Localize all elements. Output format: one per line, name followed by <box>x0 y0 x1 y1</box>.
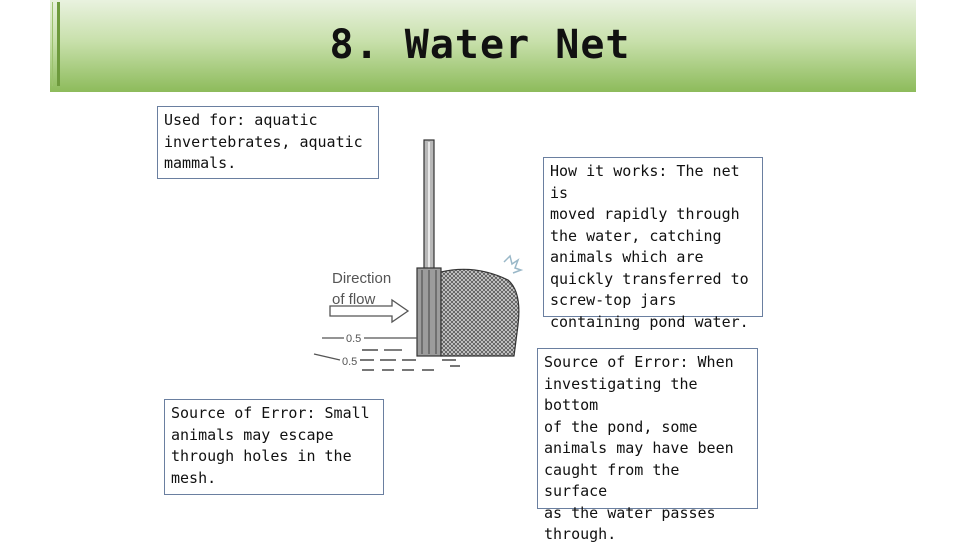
of-flow-label: of flow <box>332 291 376 308</box>
used-for-box: Used for: aquatic invertebrates, aquatic mammals. <box>157 106 379 179</box>
water-net-illustration <box>300 130 540 380</box>
slide-title: 8. Water Net <box>329 22 631 68</box>
how-it-works-box: How it works: The net is moved rapidly through the water, catching animals which are quickly transferred to screw-top jars containing pond water. <box>543 157 763 317</box>
direction-label: Direction <box>332 270 392 287</box>
source-of-error-surface-box: Source of Error: When investigating the bottom of the pond, some animals may have been caught from the surface as the water passes through. <box>537 348 758 509</box>
net-mesh-bag <box>441 269 519 356</box>
depth-label-2: 0.5 <box>342 356 358 368</box>
splash-mark <box>504 256 521 273</box>
source-of-error-mesh-box: Source of Error: Small animals may escape through holes in the mesh. <box>164 399 384 495</box>
depth-label-1: 0.5 <box>346 333 362 345</box>
